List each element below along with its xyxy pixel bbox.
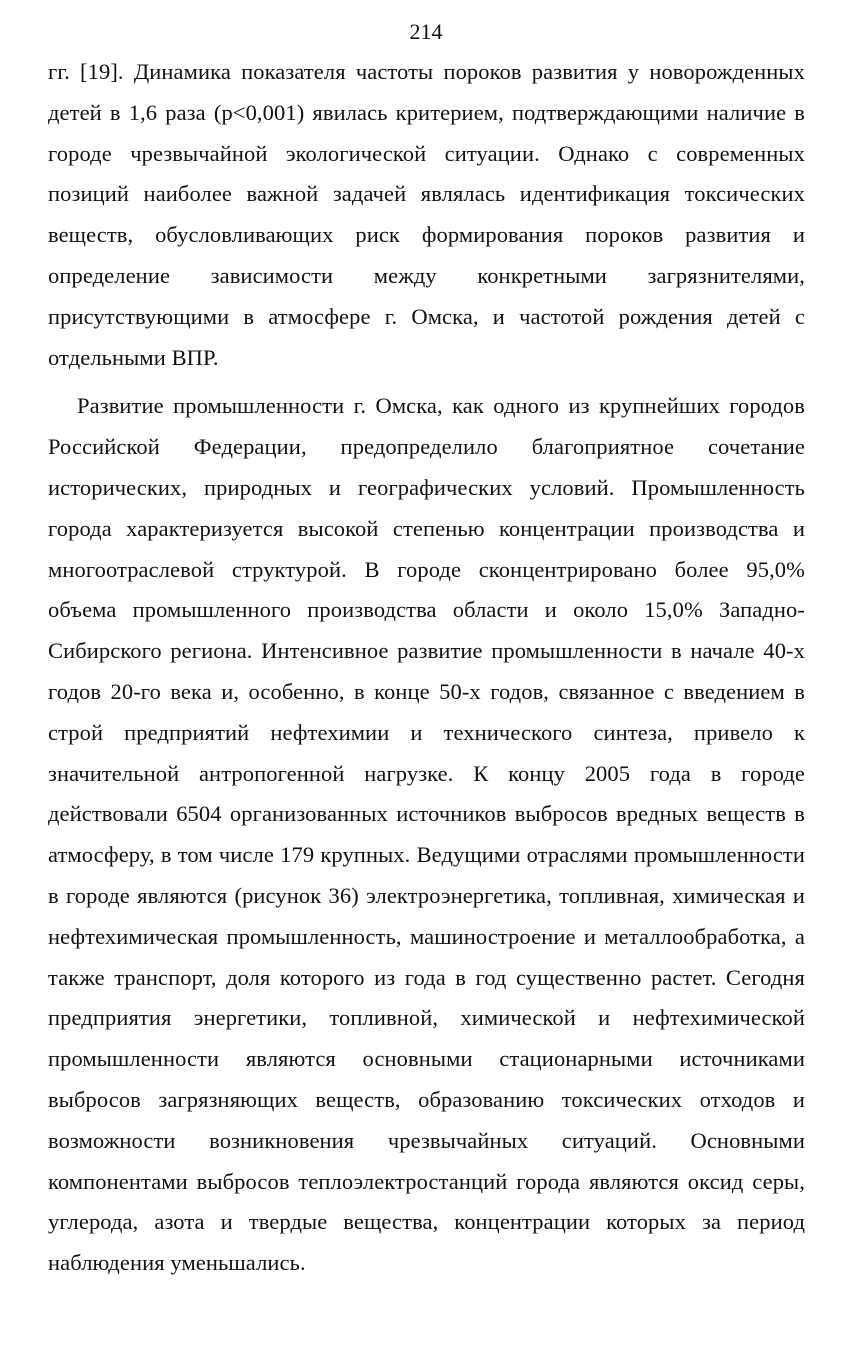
body-text <box>48 52 805 1284</box>
paragraph-continuation: гг. [19]. Динамика показателя частоты пороков развития у новорожденных детей в 1,6 раза (p<0,001) явилась критерием, подтверждающими наличие в городе чрезвычайной экологической ситуации. Однако с современных позиций наиболее важной задачей являлась идентификация токсических веществ, обусловливающих риск формирования пороков развития и определение зависимости между конкретными загрязнителями, присутствующими в атмосфере г. Омска, и частотой рождения детей с отдельными ВПР. <box>48 59 805 370</box>
paragraph-industry: Развитие промышленности г. Омска, как одного из крупнейших городов Российской Федерации, предопределило благоприятное сочетание исторических, природных и географических условий. Промышленность города характеризуется высокой степенью концентрации производства и многоотраслевой структурой. В городе сконцентрировано более 95,0% объема промышленного производства области и около 15,0% Западно-Сибирского региона. Интенсивное развитие промышленности в начале 40-х годов 20-го века и, особенно, в конце 50-х годов, связанное с введением в строй предприятий нефтехимии и технического синтеза, привело к значительной антропогенной нагрузке. К концу 2005 года в городе действовали 6504 организованных источников выбросов вредных веществ в атмосферу, в том числе 179 крупных. Ведущими отраслями промышленности в городе являются (рисунок 36) электроэнергетика, топливная, химическая и нефтехимическая промышленность, машиностроение и металлообработка, а также транспорт, доля которого из года в год существенно растет. Сегодня предприятия энергетики, топливной, химической и нефтехимической промышленности являются основными стационарными источниками выбросов загрязняющих веществ, образованию токсических отходов и возможности возникновения чрезвычайных ситуаций. Основными компонентами выбросов теплоэлектростанций города являются оксид серы, углерода, азота и твердые вещества, концентрации которых за период наблюдения уменьшались. <box>48 393 805 1276</box>
page-number: 214 <box>409 19 443 44</box>
